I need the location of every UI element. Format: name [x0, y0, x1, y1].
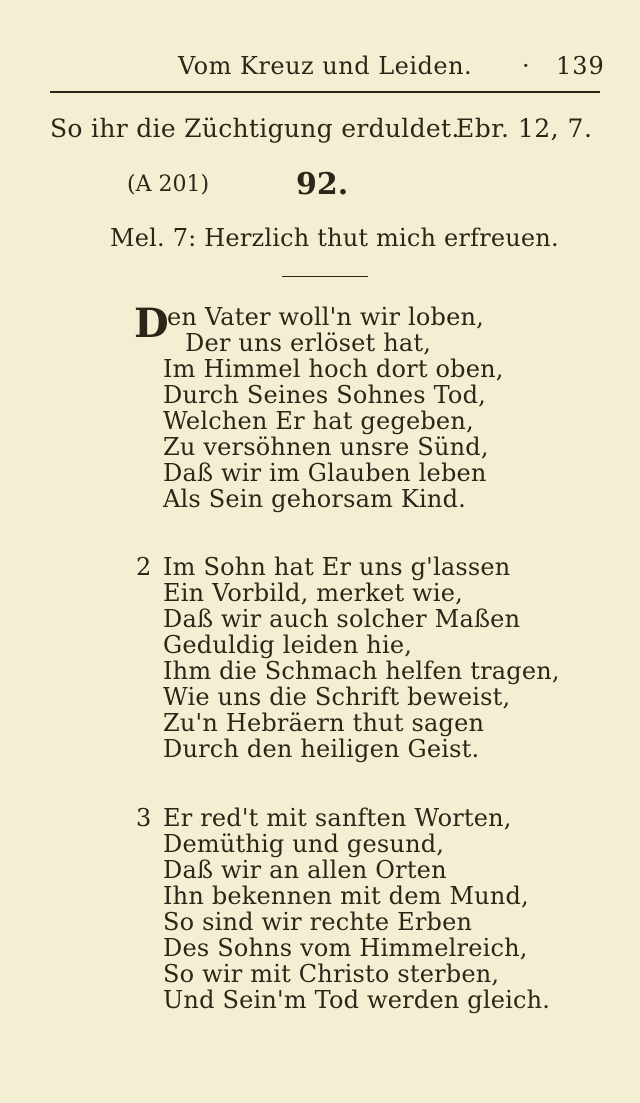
verse-line: Ihm die Schmach helfen tragen, [163, 657, 560, 685]
verse-line: Des Sohns vom Himmelreich, [163, 934, 528, 962]
section-rule [282, 276, 368, 277]
scripture-text: So ihr die Züchtigung erduldet. [50, 114, 460, 143]
verse-line: en Vater woll'n wir loben, [167, 303, 485, 331]
verse-line: Daß wir an allen Orten [163, 856, 447, 884]
verse-line: Welchen Er hat gegeben, [163, 407, 474, 435]
drop-cap: D [134, 300, 169, 347]
page-number: 139 [556, 52, 605, 80]
verse-line: Daß wir auch solcher Maßen [163, 605, 521, 633]
verse-line: Als Sein gehorsam Kind. [163, 485, 466, 513]
verse-line: Wie uns die Schrift beweist, [163, 683, 511, 711]
hymn-number: 92. [296, 167, 349, 202]
header-rule [50, 91, 600, 93]
verse-line: Durch den heiligen Geist. [163, 735, 480, 763]
running-title-dot: · [522, 52, 530, 80]
melody-line: Mel. 7: Herzlich thut mich erfreuen. [110, 224, 559, 252]
verse-number: 2 [136, 553, 152, 581]
verse-line: Daß wir im Glauben leben [163, 459, 487, 487]
verse-line: Ein Vorbild, merket wie, [163, 579, 463, 607]
verse-line: Ihn bekennen mit dem Mund, [163, 882, 529, 910]
verse-line: Durch Seines Sohnes Tod, [163, 381, 486, 409]
verse-line: Im Sohn hat Er uns g'lassen [163, 553, 511, 581]
scripture-reference: Ebr. 12, 7. [456, 114, 593, 143]
verse-line: Demüthig und gesund, [163, 830, 445, 858]
running-title: Vom Kreuz und Leiden. [178, 52, 473, 80]
verse-line: Zu versöhnen unsre Sünd, [163, 433, 489, 461]
verse-line: Er red't mit sanften Worten, [163, 804, 512, 832]
verse-line: Der uns erlöset hat, [185, 329, 432, 357]
verse-line: Und Sein'm Tod werden gleich. [163, 986, 551, 1014]
verse-line: So wir mit Christo sterben, [163, 960, 500, 988]
verse-line: Geduldig leiden hie, [163, 631, 413, 659]
hymn-reference-code: (A 201) [127, 172, 210, 197]
verse-line: Im Himmel hoch dort oben, [163, 355, 504, 383]
verse-line: So sind wir rechte Erben [163, 908, 473, 936]
verse-number: 3 [136, 804, 152, 832]
verse-line: Zu'n Hebräern thut sagen [163, 709, 485, 737]
